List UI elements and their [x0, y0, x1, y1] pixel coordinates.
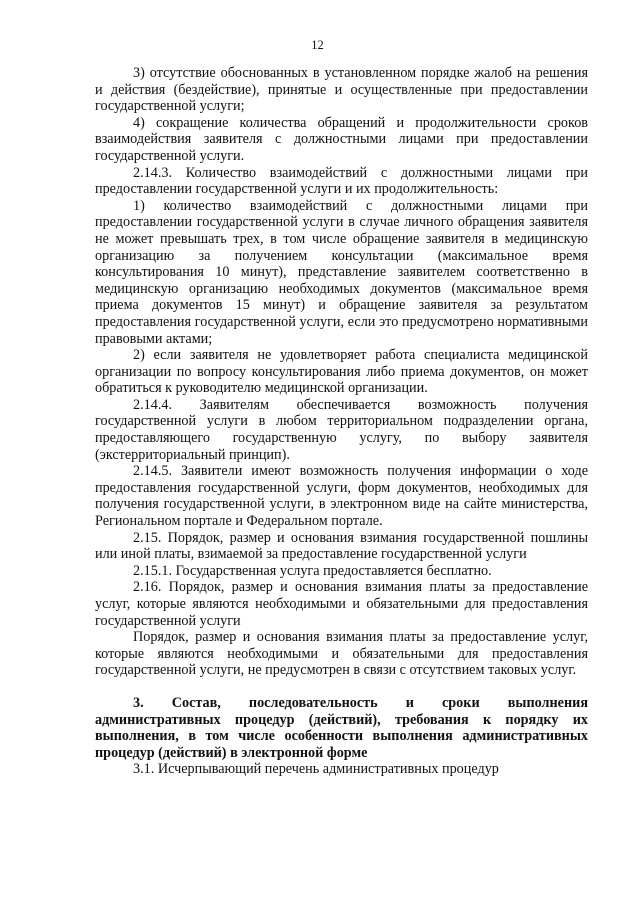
paragraph-11: Порядок, размер и основания взимания платы за предоставление услуг, которые являются необходимыми и обязательными для предоставления государственной услуги, не предусмотрен в связи с отсутствием таковых услуг.	[95, 629, 588, 679]
paragraph-5: 2) если заявителя не удовлетворяет работа специалиста медицинской организации по вопросу консультирования либо приема документов, он может обратиться к руководителю медицинской организации.	[95, 347, 588, 397]
document-body	[95, 65, 588, 778]
paragraph-8: 2.15. Порядок, размер и основания взимания государственной пошлины или иной платы, взимаемой за предоставление государственной услуги	[95, 529, 588, 563]
page-number: 12	[311, 38, 324, 52]
paragraph-2: 4) сокращение количества обращений и продолжительности сроков взаимодействия заявителя с должностными лицами при предоставлении государственной услуги.	[95, 114, 588, 164]
section-heading: 3. Состав, последовательность и сроки выполнения административных процедур (действий), требования к порядку их выполнения, в том числе особенности выполнения административных процедур (действий) в электронной форме	[95, 694, 588, 761]
paragraph-10: 2.16. Порядок, размер и основания взимания платы за предоставление услуг, которые являются необходимыми и обязательными для предоставления государственной услуги	[95, 579, 588, 629]
paragraph-6: 2.14.4. Заявителям обеспечивается возможность получения государственной услуги в любом территориальном подразделении органа, предоставляющего государственную услугу, по выбору заявителя (экстерриториальный принцип).	[95, 396, 588, 463]
paragraph-9: 2.15.1. Государственная услуга предоставляется бесплатно.	[133, 562, 492, 579]
paragraph-7: 2.14.5. Заявители имеют возможность получения информации о ходе предоставления государственной услуги, форм документов, необходимых для получения государственной услуги, в электронном виде на сайте министерства, Региональном портале и Федеральном портале.	[95, 463, 588, 530]
paragraph-4: 1) количество взаимодействий с должностными лицами при предоставлении государственной услуги в случае личного обращения заявителя не может превышать трех, в том числе обращение заявителя в медицинскую организацию за получением консультации (максимальное время консультирования 10 минут), представление заявителем соответственно в медицинскую организацию необходимых документов (максимальное время приема документов 15 минут) и обращение заявителя за результатом предоставления государственной услуги, если это предусмотрено нормативными правовыми актами;	[95, 197, 588, 347]
paragraph-1: 3) отсутствие обоснованных в установленном порядке жалоб на решения и действия (бездействие), принятые и осуществленные при предоставлении государственной услуги;	[95, 65, 588, 115]
paragraph-12: 3.1. Исчерпывающий перечень административных процедур	[133, 761, 499, 778]
paragraph-3: 2.14.3. Количество взаимодействий с должностными лицами при предоставлении государственной услуги и их продолжительность:	[95, 164, 588, 198]
